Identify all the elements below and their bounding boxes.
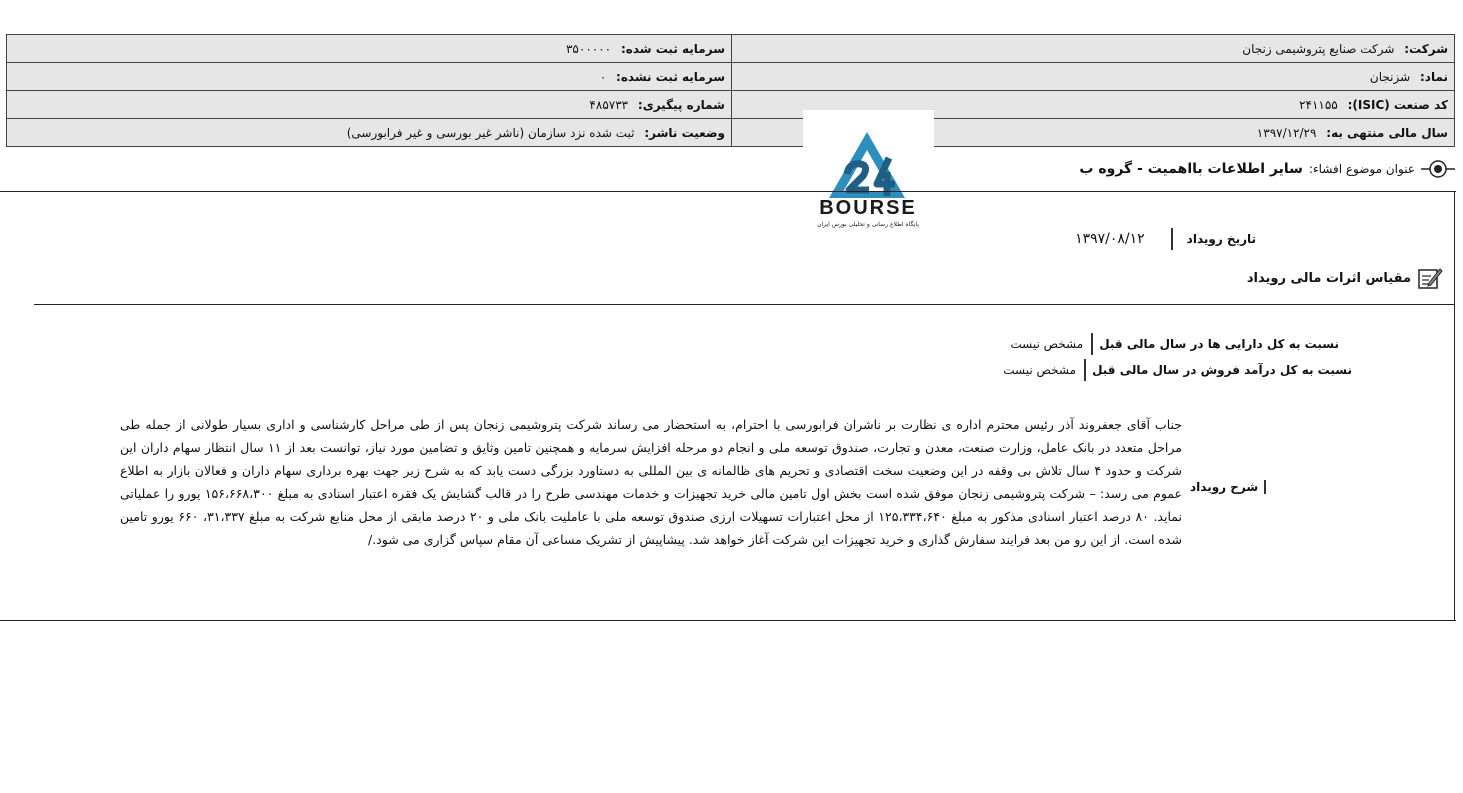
unregistered-capital-label: سرمایه ثبت نشده: xyxy=(616,69,725,84)
symbol-label: نماد: xyxy=(1419,69,1448,84)
financial-impact-section-title xyxy=(1247,266,1443,290)
unregistered-capital-value: ۰ xyxy=(599,69,607,84)
registered-capital-value: ۳۵۰۰۰۰۰ xyxy=(565,41,612,56)
content-frame-bottom xyxy=(0,620,1456,621)
company-info-table xyxy=(6,34,1455,147)
publisher-status-label: وضعیت ناشر: xyxy=(644,125,725,140)
event-date-value: ۱۳۹۷/۰۸/۱۲ xyxy=(1075,231,1145,247)
disclosure-topic xyxy=(1079,158,1455,180)
publisher-status-cell xyxy=(7,119,732,147)
event-date-label: تاریخ رویداد xyxy=(1171,228,1256,250)
unregistered-capital-cell xyxy=(7,63,732,91)
logo-text: BOURSE xyxy=(819,197,917,219)
isic-value: ۲۴۱۱۵۵ xyxy=(1299,97,1338,112)
tracking-value: ۴۸۵۷۳۳ xyxy=(589,97,629,112)
ratio-revenue-value: مشخص نیست xyxy=(1003,363,1077,377)
event-date-row xyxy=(1075,228,1256,250)
fiscal-year-label: سال مالی منتهی به: xyxy=(1326,125,1448,140)
content-frame-right xyxy=(1454,191,1455,621)
ratio-assets-value: مشخص نیست xyxy=(1010,337,1084,351)
logo-subtitle: پایگاه اطلاع رسانی و تحلیلی بورس ایران xyxy=(817,221,919,228)
section-divider xyxy=(34,304,1455,305)
target-icon xyxy=(1421,158,1455,180)
topic-label: عنوان موضوع افشاء: xyxy=(1308,162,1415,176)
fiscal-year-value: ۱۳۹۷/۱۲/۲۹ xyxy=(1256,125,1317,140)
edit-note-icon xyxy=(1417,266,1443,290)
ratio-assets-label: نسبت به کل دارایی ها در سال مالی قبل xyxy=(1091,333,1339,355)
symbol-value: شزنجان xyxy=(1369,69,1411,84)
publisher-status-value: ثبت شده نزد سازمان (ناشر غیر بورسی و غیر فرابورسی) xyxy=(346,125,635,140)
content-frame-top xyxy=(0,191,1456,192)
company-value: شرکت صنایع پتروشیمی زنجان xyxy=(1242,41,1395,56)
company-cell xyxy=(732,35,1455,63)
tracking-label: شماره پیگیری: xyxy=(637,97,725,112)
ratio-revenue-label: نسبت به کل درآمد فروش در سال مالی قبل xyxy=(1084,359,1352,381)
registered-capital-label: سرمایه ثبت شده: xyxy=(620,41,725,56)
topic-title: سایر اطلاعات بااهمیت - گروه ب xyxy=(1079,161,1303,177)
company-label: شرکت: xyxy=(1404,41,1448,56)
event-description-label: شرح رویداد xyxy=(1190,480,1266,494)
logo-mark xyxy=(803,110,934,230)
tracking-cell xyxy=(7,91,732,119)
isic-label: کد صنعت (ISIC): xyxy=(1347,97,1448,112)
ratio-assets-row xyxy=(1010,333,1339,355)
event-description: جناب آقای جعفروند آذر رئیس محترم اداره ی نظارت بر ناشران فرابورسی با احترام، به استحضار می رساند شرکت پتروشیمی زنجان پس از طی مراحل کارشناسی و اداری بسیار طولانی از جمله طی مراحل متعدد در بانک عامل، وزارت صنعت، معدن و تجارت، صندوق توسعه ملی و انجام دو مرحله افزایش سرمایه و همچنین تامین وثایق و تضامین مورد نیاز، توانست بعد از ۱۱ سال انتظار سهام داران این شرکت و حدود ۴ سال تلاش بی وقفه در این وضعیت سخت اقتصادی و تحریم های ظالمانه ی بین المللی به دستاورد بزرگی دست یابد که به شرح زیر جهت بهره برداری سهام داران و فعالان بازار به اطلاع عموم می رسد: – شرکت پتروشیمی زنجان موفق شده است بخش اول تامین مالی خرید تجهیزات و خدمات مهندسی طرح را در قالب گشایش یک فقره اعتبار اسنادی به مبلغ ۱۵۶،۶۶۸،۳۰۰ یورو را عملیاتی نماید. ۸۰ درصد اعتبار اسنادی مذکور به مبلغ ۱۲۵،۳۳۴،۶۴۰ از محل اعتبارات تسهیلات ارزی صندوق توسعه ملی با عاملیت بانک ملی و ۲۰ درصد مابقی از محل منابع شرکت به مبلغ ۳۱،۳۳۷، ۶۶۰ یورو تامین شده است. از این رو من بعد فرایند سفارش گذاری و خرید تجهیزات این شرکت آغاز خواهد شد. پیشاپیش از تشریک مساعی آن مقام سپاس گزاری می شود./ xyxy=(120,417,1182,547)
ratio-revenue-row xyxy=(1003,359,1352,381)
symbol-cell xyxy=(732,63,1455,91)
bourse-logo xyxy=(803,110,934,230)
section-title-text: مقیاس اثرات مالی رویداد xyxy=(1246,270,1411,286)
registered-capital-cell xyxy=(7,35,732,63)
